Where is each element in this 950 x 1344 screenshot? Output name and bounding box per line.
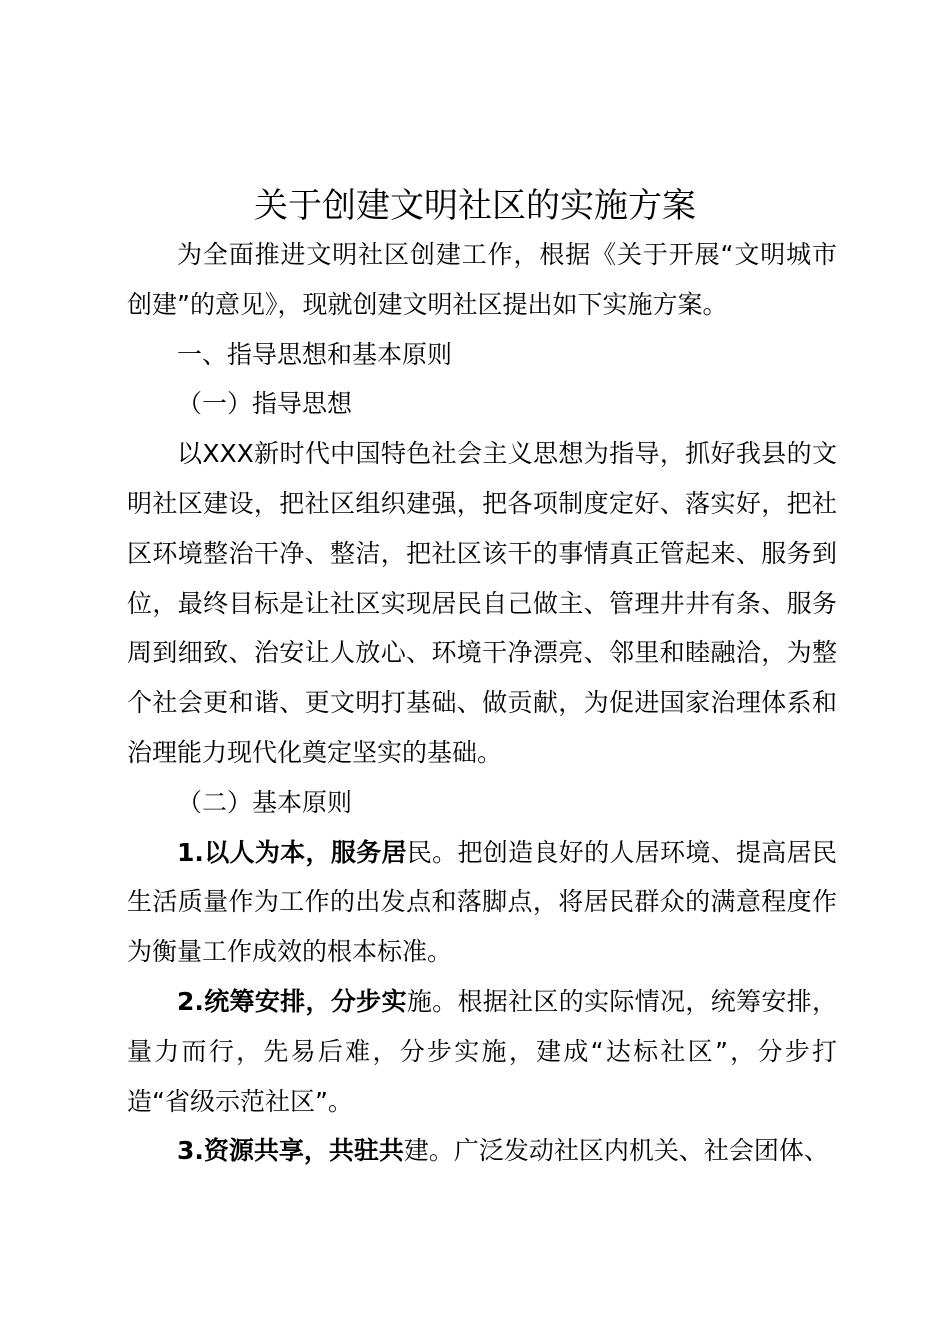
- principle-1-bold: 1.以人为本，服务居: [177, 837, 407, 867]
- subsection-heading-guiding-thought: （一）指导思想: [177, 389, 353, 419]
- document-body: [127, 230, 837, 1176]
- section-heading-guiding: 一、指导思想和基本原则: [177, 339, 453, 369]
- intro-paragraph: 为全面推进文明社区创建工作，根据《关于开展“文明城市创建”的意见》，现就创建文明社区提出如下实施方案。: [127, 240, 837, 319]
- principle-paragraph-3: [127, 1126, 837, 1176]
- principle-2-bold: 2.统筹安排，分步实: [177, 986, 407, 1016]
- subsection-heading-basic-principles: （二）基本原则: [177, 787, 353, 817]
- principle-3-text: 建。广泛发动社区内机关、社会团体、: [403, 1136, 829, 1166]
- principle-2-text: 施。根据社区的实际情况，统筹安排，量力而行，先易后难，分步实施，建成“达标社区”，分步打造“省级示范社区”。: [127, 986, 837, 1116]
- document-title: 关于创建文明社区的实施方案: [254, 186, 696, 226]
- principle-paragraph-1: [127, 828, 837, 977]
- guiding-thought-paragraph: 以XXX新时代中国特色社会主义思想为指导，抓好我县的文明社区建设，把社区组织建强，把各项制度定好、落实好，把社区环境整治干净、整洁，把社区该干的事情真正管起来、服务到位，最终目标是让社区实现居民自己做主、管理井井有条、服务周到细致、治安让人放心、环境干净漂亮、邻里和睦融洽，为整个社会更和谐、更文明打基础、做贡献，为促进国家治理体系和治理能力现代化奠定坚实的基础。: [127, 439, 837, 767]
- principle-3-bold: 3.资源共享，共驻共: [177, 1136, 404, 1166]
- principle-paragraph-2: [127, 977, 837, 1126]
- principle-1-text: 民。把创造良好的人居环境、提高居民生活质量作为工作的出发点和落脚点，将居民群众的满意程度作为衡量工作成效的根本标准。: [127, 837, 837, 967]
